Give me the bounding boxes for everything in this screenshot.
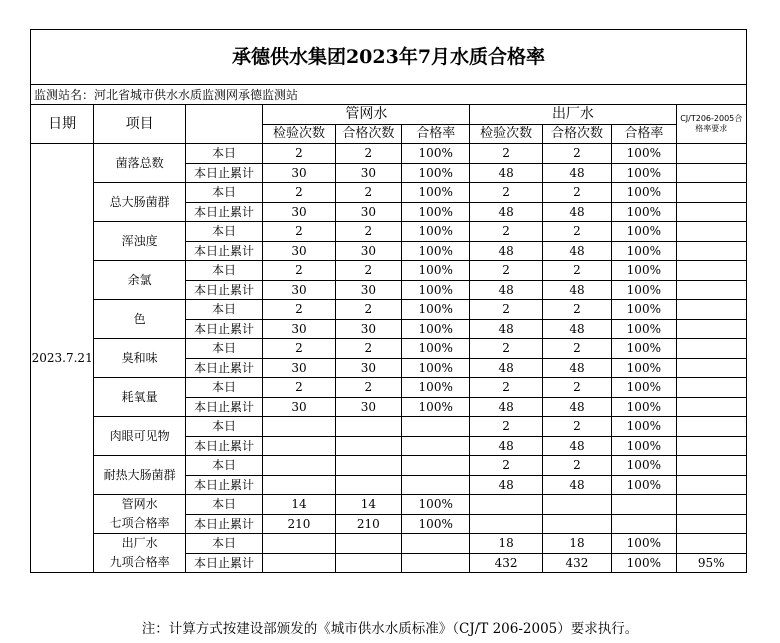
header-pipe-passed: 合格次数: [335, 124, 401, 144]
pipe-tests-cell: [263, 475, 335, 495]
pipe-rate-cell: [402, 534, 470, 554]
period-label: 本日: [185, 144, 262, 164]
plant-passed-cell: 48: [542, 319, 611, 339]
table-row: [31, 534, 747, 554]
plant-tests-cell: 2: [470, 339, 542, 359]
pipe-rate-cell: [402, 417, 470, 437]
pipe-passed-cell: 210: [335, 514, 401, 534]
period-label: 本日: [185, 456, 262, 476]
pipe-tests-cell: [263, 436, 335, 456]
pipe-tests-cell: 30: [263, 319, 335, 339]
pipe-rate-cell: 100%: [402, 319, 470, 339]
pipe-rate-cell: [402, 456, 470, 476]
pipe-tests-cell: [263, 553, 335, 573]
pipe-tests-cell: 210: [263, 514, 335, 534]
pipe-tests-cell: 30: [263, 358, 335, 378]
pipe-rate-cell: 100%: [402, 241, 470, 261]
standard-cell: [676, 514, 747, 534]
pipe-passed-cell: 30: [335, 280, 401, 300]
plant-tests-cell: 2: [470, 300, 542, 320]
item-name: 菌落总数: [94, 144, 186, 183]
header-period-blank: [185, 105, 262, 144]
standard-cell: [676, 417, 747, 437]
table-row: [31, 183, 747, 203]
plant-passed-cell: 18: [542, 534, 611, 554]
station-name: 监测站名：河北省城市供水水质监测网承德监测站: [31, 85, 747, 105]
table-row: [31, 456, 747, 476]
period-label: 本日: [185, 417, 262, 437]
pipe-tests-cell: [263, 417, 335, 437]
period-label: 本日: [185, 300, 262, 320]
plant-passed-cell: 48: [542, 241, 611, 261]
plant-tests-cell: 2: [470, 417, 542, 437]
period-label: 本日止累计: [185, 202, 262, 222]
plant-tests-cell: 48: [470, 475, 542, 495]
plant-tests-cell: [470, 495, 542, 515]
pipe-rate-cell: 100%: [402, 495, 470, 515]
water-quality-table: [30, 29, 747, 573]
pipe-passed-cell: 2: [335, 300, 401, 320]
pipe-passed-cell: 2: [335, 144, 401, 164]
page-title: 承德供水集团2023年7月水质合格率: [31, 30, 747, 85]
pipe-passed-cell: [335, 475, 401, 495]
standard-cell: [676, 202, 747, 222]
pipe-tests-cell: 2: [263, 339, 335, 359]
pipe-rate-cell: 100%: [402, 280, 470, 300]
pipe-passed-cell: 30: [335, 358, 401, 378]
pipe-rate-cell: 100%: [402, 222, 470, 242]
plant-tests-cell: 48: [470, 319, 542, 339]
pipe-tests-cell: 2: [263, 378, 335, 398]
pipe-rate-cell: 100%: [402, 144, 470, 164]
pipe-rate-cell: 100%: [402, 514, 470, 534]
pipe-tests-cell: 2: [263, 261, 335, 281]
period-label: 本日: [185, 495, 262, 515]
plant-tests-cell: 48: [470, 358, 542, 378]
period-label: 本日止累计: [185, 319, 262, 339]
pipe-rate-cell: 100%: [402, 300, 470, 320]
pipe-rate-cell: [402, 475, 470, 495]
item-name: 肉眼可见物: [94, 417, 186, 456]
table-row: [31, 144, 747, 164]
plant-passed-cell: 48: [542, 475, 611, 495]
plant-passed-cell: 2: [542, 222, 611, 242]
pipe-passed-cell: 2: [335, 222, 401, 242]
standard-cell: [676, 475, 747, 495]
period-label: 本日止累计: [185, 358, 262, 378]
pipe-passed-cell: 2: [335, 183, 401, 203]
header-pipe-tests: 检验次数: [263, 124, 335, 144]
period-label: 本日止累计: [185, 514, 262, 534]
standard-cell: [676, 280, 747, 300]
standard-cell: [676, 378, 747, 398]
period-label: 本日: [185, 339, 262, 359]
plant-passed-cell: 2: [542, 144, 611, 164]
plant-tests-cell: 18: [470, 534, 542, 554]
plant-rate-cell: [612, 495, 676, 515]
pipe-tests-cell: 30: [263, 397, 335, 417]
pipe-tests-cell: 30: [263, 202, 335, 222]
plant-passed-cell: 48: [542, 280, 611, 300]
item-name: 色: [94, 300, 186, 339]
plant-rate-cell: 100%: [612, 222, 676, 242]
item-name: 耐热大肠菌群: [94, 456, 186, 495]
plant-passed-cell: 2: [542, 378, 611, 398]
period-label: 本日止累计: [185, 397, 262, 417]
table-row: [31, 417, 747, 437]
pipe-rate-cell: 100%: [402, 183, 470, 203]
plant-rate-cell: 100%: [612, 300, 676, 320]
pipe-passed-cell: 2: [335, 339, 401, 359]
plant-rate-cell: 100%: [612, 436, 676, 456]
standard-cell: [676, 534, 747, 554]
pipe-rate-cell: 100%: [402, 358, 470, 378]
period-label: 本日: [185, 222, 262, 242]
plant-tests-cell: 2: [470, 456, 542, 476]
item-name: 耗氧量: [94, 378, 186, 417]
plant-passed-cell: 2: [542, 261, 611, 281]
plant-passed-cell: 48: [542, 358, 611, 378]
plant-rate-cell: 100%: [612, 397, 676, 417]
plant-tests-cell: [470, 514, 542, 534]
plant-passed-cell: 48: [542, 202, 611, 222]
plant-passed-cell: [542, 495, 611, 515]
footnote: 注：计算方式按建设部颁发的《城市供水水质标准》（CJ/T 206-2005）要求执行。: [141, 621, 639, 637]
pipe-tests-cell: 30: [263, 280, 335, 300]
pipe-passed-cell: [335, 534, 401, 554]
plant-rate-cell: 100%: [612, 261, 676, 281]
plant-passed-cell: 48: [542, 436, 611, 456]
pipe-rate-cell: [402, 553, 470, 573]
pipe-passed-cell: 14: [335, 495, 401, 515]
table-row: [31, 300, 747, 320]
table-row: [31, 495, 747, 515]
header-standard: CJ/T206-2005合格率要求: [676, 105, 747, 144]
item-name: 管网水 七项合格率: [94, 495, 186, 534]
plant-rate-cell: 100%: [612, 358, 676, 378]
pipe-passed-cell: 30: [335, 202, 401, 222]
period-label: 本日止累计: [185, 163, 262, 183]
standard-cell: [676, 456, 747, 476]
plant-tests-cell: 48: [470, 163, 542, 183]
header-item: 项目: [94, 105, 186, 144]
pipe-rate-cell: 100%: [402, 163, 470, 183]
period-label: 本日止累计: [185, 280, 262, 300]
header-plant-rate: 合格率: [612, 124, 676, 144]
period-label: 本日止累计: [185, 436, 262, 456]
plant-rate-cell: 100%: [612, 183, 676, 203]
plant-rate-cell: 100%: [612, 144, 676, 164]
pipe-rate-cell: [402, 436, 470, 456]
plant-rate-cell: 100%: [612, 241, 676, 261]
pipe-passed-cell: [335, 417, 401, 437]
pipe-rate-cell: 100%: [402, 378, 470, 398]
plant-passed-cell: 48: [542, 163, 611, 183]
plant-passed-cell: 48: [542, 397, 611, 417]
plant-passed-cell: 432: [542, 553, 611, 573]
pipe-tests-cell: [263, 456, 335, 476]
plant-passed-cell: [542, 514, 611, 534]
plant-tests-cell: 48: [470, 202, 542, 222]
header-plant-tests: 检验次数: [470, 124, 542, 144]
standard-cell: [676, 144, 747, 164]
plant-tests-cell: 48: [470, 241, 542, 261]
header-plant-passed: 合格次数: [542, 124, 611, 144]
pipe-passed-cell: [335, 553, 401, 573]
standard-cell: [676, 397, 747, 417]
pipe-rate-cell: 100%: [402, 202, 470, 222]
item-name: 出厂水 九项合格率: [94, 534, 186, 573]
table-row: [31, 261, 747, 281]
period-label: 本日止累计: [185, 553, 262, 573]
period-label: 本日: [185, 261, 262, 281]
period-label: 本日: [185, 534, 262, 554]
standard-cell: [676, 358, 747, 378]
plant-passed-cell: 2: [542, 183, 611, 203]
standard-cell: [676, 300, 747, 320]
standard-cell: [676, 183, 747, 203]
plant-passed-cell: 2: [542, 456, 611, 476]
pipe-tests-cell: 30: [263, 241, 335, 261]
standard-cell: 95%: [676, 553, 747, 573]
pipe-tests-cell: 2: [263, 300, 335, 320]
item-name: 总大肠菌群: [94, 183, 186, 222]
pipe-passed-cell: [335, 456, 401, 476]
plant-rate-cell: 100%: [612, 202, 676, 222]
plant-tests-cell: 48: [470, 280, 542, 300]
standard-cell: [676, 495, 747, 515]
plant-rate-cell: 100%: [612, 378, 676, 398]
item-name: 余氯: [94, 261, 186, 300]
plant-rate-cell: 100%: [612, 417, 676, 437]
plant-tests-cell: 48: [470, 397, 542, 417]
plant-tests-cell: 2: [470, 183, 542, 203]
pipe-tests-cell: 2: [263, 144, 335, 164]
standard-cell: [676, 319, 747, 339]
plant-rate-cell: 100%: [612, 319, 676, 339]
table-row: [31, 222, 747, 242]
pipe-passed-cell: 30: [335, 397, 401, 417]
header-date: 日期: [31, 105, 94, 144]
item-name: 臭和味: [94, 339, 186, 378]
plant-passed-cell: 2: [542, 417, 611, 437]
plant-rate-cell: [612, 514, 676, 534]
plant-passed-cell: 2: [542, 339, 611, 359]
standard-cell: [676, 339, 747, 359]
plant-rate-cell: 100%: [612, 163, 676, 183]
header-plant-water: 出厂水: [470, 105, 676, 125]
plant-rate-cell: 100%: [612, 456, 676, 476]
plant-tests-cell: 48: [470, 436, 542, 456]
pipe-tests-cell: 2: [263, 222, 335, 242]
pipe-rate-cell: 100%: [402, 397, 470, 417]
standard-cell: [676, 163, 747, 183]
plant-rate-cell: 100%: [612, 534, 676, 554]
table-row: [31, 339, 747, 359]
period-label: 本日止累计: [185, 241, 262, 261]
pipe-tests-cell: 2: [263, 183, 335, 203]
plant-rate-cell: 100%: [612, 339, 676, 359]
plant-rate-cell: 100%: [612, 553, 676, 573]
date-cell: 2023.7.21: [31, 144, 94, 573]
plant-rate-cell: 100%: [612, 280, 676, 300]
pipe-passed-cell: 2: [335, 261, 401, 281]
plant-rate-cell: 100%: [612, 475, 676, 495]
plant-passed-cell: 2: [542, 300, 611, 320]
standard-cell: [676, 222, 747, 242]
pipe-passed-cell: 30: [335, 319, 401, 339]
pipe-passed-cell: 30: [335, 241, 401, 261]
period-label: 本日止累计: [185, 475, 262, 495]
plant-tests-cell: 2: [470, 222, 542, 242]
plant-tests-cell: 2: [470, 261, 542, 281]
period-label: 本日: [185, 378, 262, 398]
pipe-tests-cell: [263, 534, 335, 554]
plant-tests-cell: 2: [470, 144, 542, 164]
plant-tests-cell: 2: [470, 378, 542, 398]
pipe-passed-cell: 2: [335, 378, 401, 398]
pipe-passed-cell: [335, 436, 401, 456]
header-pipe-rate: 合格率: [402, 124, 470, 144]
standard-cell: [676, 241, 747, 261]
header-pipe-water: 管网水: [263, 105, 470, 125]
pipe-tests-cell: 30: [263, 163, 335, 183]
pipe-tests-cell: 14: [263, 495, 335, 515]
pipe-passed-cell: 30: [335, 163, 401, 183]
pipe-rate-cell: 100%: [402, 339, 470, 359]
item-name: 浑浊度: [94, 222, 186, 261]
standard-cell: [676, 436, 747, 456]
period-label: 本日: [185, 183, 262, 203]
pipe-rate-cell: 100%: [402, 261, 470, 281]
plant-tests-cell: 432: [470, 553, 542, 573]
standard-cell: [676, 261, 747, 281]
table-row: [31, 378, 747, 398]
